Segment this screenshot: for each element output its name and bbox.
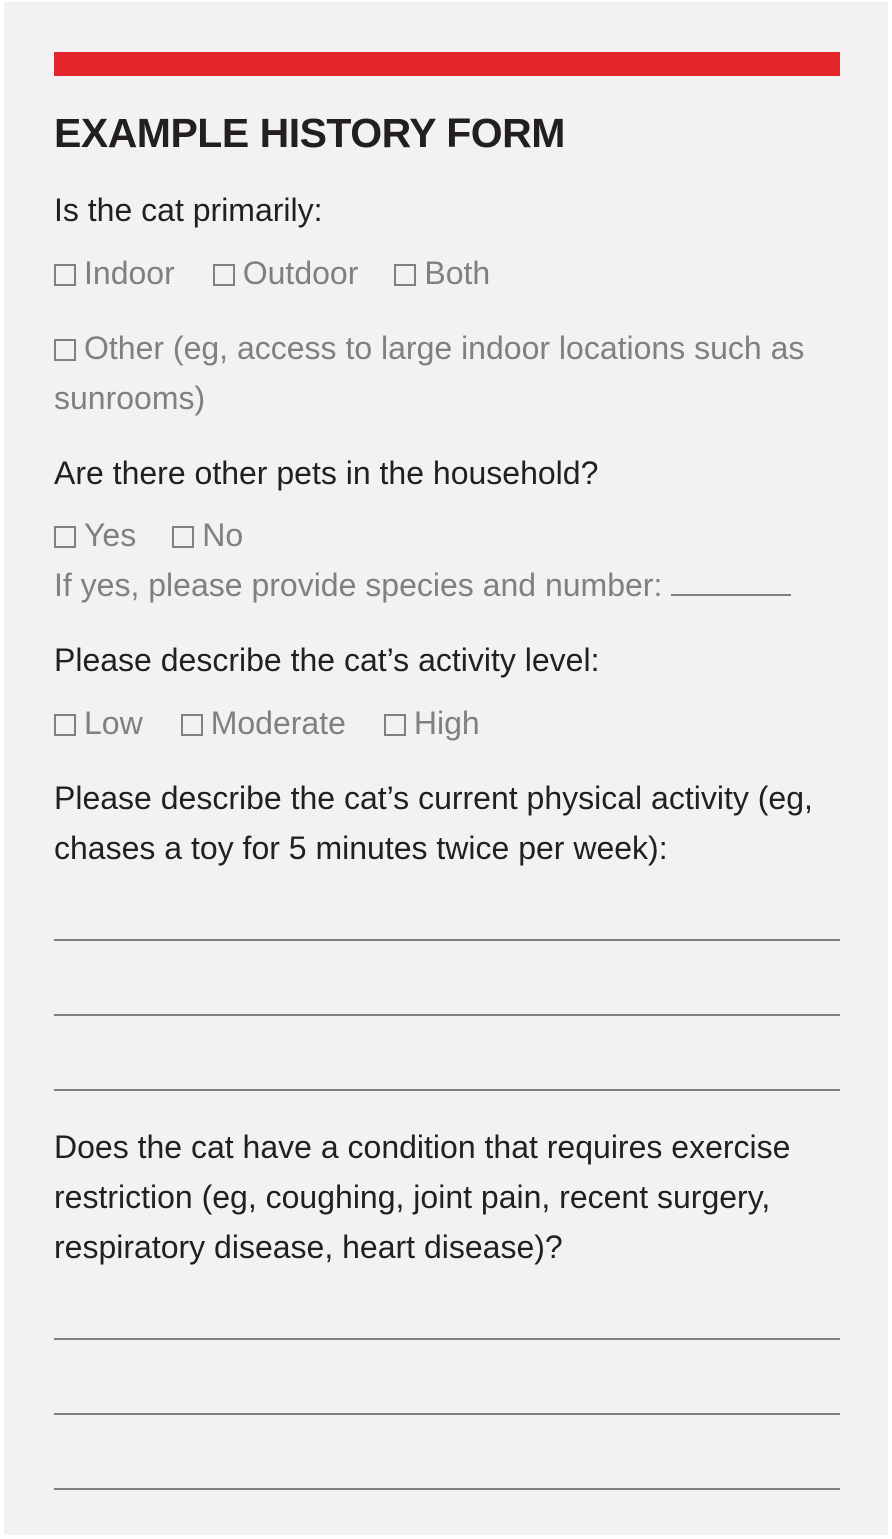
question-activity-level: Please describe the cat’s activity level: [54,642,600,678]
answer-line[interactable] [54,1089,840,1091]
checkbox-icon[interactable] [54,264,76,286]
option-label: No [202,517,244,553]
option-moderate[interactable] [181,698,346,748]
option-indoor[interactable] [54,248,175,298]
checkbox-icon[interactable] [54,714,76,736]
answer-line[interactable] [54,1338,840,1340]
option-both[interactable] [394,248,490,298]
option-label: Other (eg, access to large indoor locations such as sunrooms) [54,330,805,416]
form-title: EXAMPLE HISTORY FORM [54,110,565,156]
option-label: High [413,705,480,741]
answer-line[interactable] [54,1488,840,1490]
option-label: Low [84,705,143,741]
question-exercise-restriction: Does the cat have a condition that requires exercise restriction (eg, coughing, joint pain, recent surgery, respiratory disease, heart disease)? [54,1129,791,1265]
question-cat-environment: Is the cat primarily: [54,192,323,228]
question-physical-activity: Please describe the cat’s current physical activity (eg, chases a toy for 5 minutes twice per week): [54,780,813,866]
environment-options [54,248,490,298]
pets-followup [54,560,844,610]
checkbox-icon[interactable] [54,526,76,548]
question-other-pets: Are there other pets in the household? [54,455,599,491]
option-label: Moderate [210,705,346,741]
option-outdoor[interactable] [213,248,359,298]
accent-bar [54,52,840,76]
activity-level-options [54,698,480,748]
option-label: Both [424,255,491,291]
option-label: Yes [84,517,137,553]
answer-line[interactable] [54,1413,840,1415]
option-high[interactable] [384,698,480,748]
checkbox-icon[interactable] [172,526,194,548]
option-label: Indoor [84,255,175,291]
checkbox-icon[interactable] [213,264,235,286]
species-number-field[interactable] [671,564,791,596]
followup-label: If yes, please provide species and number: [54,567,663,603]
answer-line[interactable] [54,939,840,941]
option-low[interactable] [54,698,143,748]
checkbox-icon[interactable] [394,264,416,286]
option-label: Outdoor [242,255,359,291]
answer-line[interactable] [54,1014,840,1016]
checkbox-icon[interactable] [54,339,76,361]
option-other[interactable] [54,323,844,423]
checkbox-icon[interactable] [384,714,406,736]
option-yes[interactable] [54,510,136,560]
checkbox-icon[interactable] [181,714,203,736]
option-no[interactable] [172,510,243,560]
other-pets-options [54,510,243,560]
